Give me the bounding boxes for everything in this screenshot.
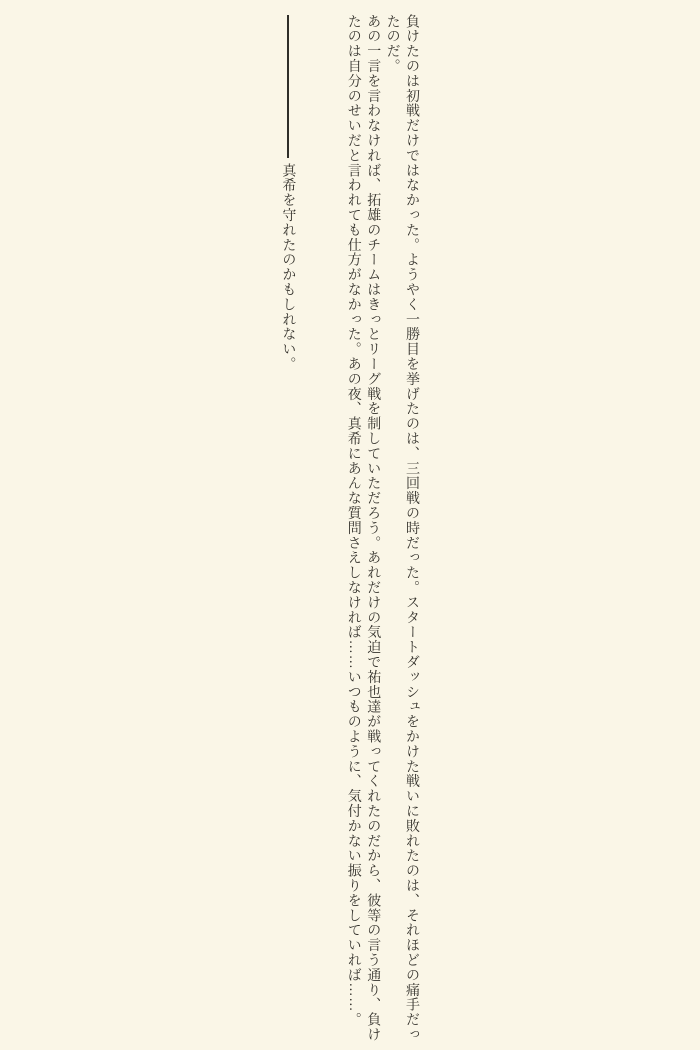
closing-line-text: 真希を守れたのかもしれない。 bbox=[280, 163, 296, 372]
body-text bbox=[278, 14, 421, 1048]
paragraph-2: あの一言を言わなければ、拓雄のチームはきっとリーグ戦を制していただろう。あれだけの気迫で祐也達が戦ってくれたのだから、彼等の言う通り、負けたのは自分のせいだと言われても仕方がなかった。あの夜、真希にあんな質問さえしなければ……いつものように、気付かない振りをしていれば……。 bbox=[345, 14, 381, 1043]
paragraph-1: 負けたのは初戦だけではなかった。ようやく一勝目を挙げたのは、三回戦の時だった。スタートダッシュをかけた戦いに敗れたのは、それほどの痛手だったのだ。 bbox=[384, 14, 419, 1043]
long-dash-line bbox=[287, 15, 289, 158]
closing-line bbox=[278, 14, 297, 1048]
